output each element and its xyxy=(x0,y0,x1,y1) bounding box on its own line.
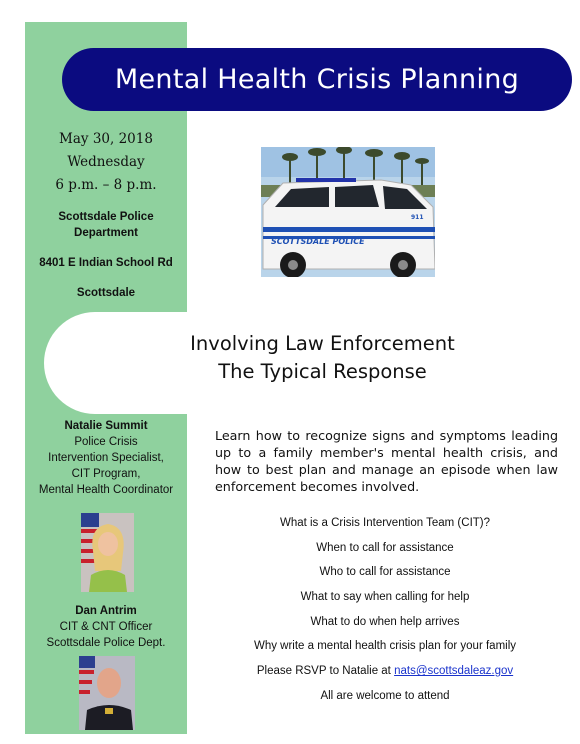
police-car-photo xyxy=(261,147,435,277)
event-time: 6 p.m. – 8 p.m. xyxy=(55,177,157,193)
speaker-title-line: Police Crisis xyxy=(74,436,138,448)
topic-item: What to do when help arrives xyxy=(310,615,460,628)
rsvp-line xyxy=(200,659,570,684)
speaker-title-line: Intervention Specialist, xyxy=(48,452,164,464)
intro-paragraph: Learn how to recognize signs and symptoms leading up to a family member's mental health crisis, and how to best plan and manage an episode when law enforcement becomes involved. xyxy=(215,428,558,494)
event-day: Wednesday xyxy=(67,154,145,170)
event-venue: Scottsdale Police Department xyxy=(58,211,154,239)
topic-item: When to call for assistance xyxy=(316,541,454,554)
speaker-photo-2 xyxy=(79,656,135,730)
headline xyxy=(130,330,515,386)
event-city: Scottsdale xyxy=(76,287,136,299)
headline-line-2: The Typical Response xyxy=(218,360,427,383)
speaker-name: Dan Antrim xyxy=(75,605,137,617)
rsvp-email-link[interactable]: nats@scottsdaleaz.gov xyxy=(394,665,514,678)
speaker-title-line: Scottsdale Police Dept. xyxy=(46,637,166,649)
speaker-title-line: Mental Health Coordinator xyxy=(38,484,174,496)
speaker-card-1 xyxy=(25,418,187,498)
topic-item: Why write a mental health crisis plan for your family xyxy=(253,640,517,653)
event-info xyxy=(25,128,187,299)
rsvp-text: Please RSVP to Natalie at xyxy=(256,665,395,678)
speaker-title-line: CIT & CNT Officer xyxy=(59,621,153,633)
event-address: 8401 E Indian School Rd xyxy=(39,257,173,269)
speaker-title-line: CIT Program, xyxy=(71,468,141,480)
event-date: May 30, 2018 xyxy=(59,131,153,147)
speaker-photo-1 xyxy=(81,513,134,592)
headline-line-1: Involving Law Enforcement xyxy=(190,332,455,355)
page-title: Mental Health Crisis Planning xyxy=(114,64,520,95)
title-banner xyxy=(62,48,572,111)
topic-list xyxy=(200,511,570,709)
topic-item: What to say when calling for help xyxy=(300,591,470,604)
car-door-text: SCOTTSDALE POLICE xyxy=(271,237,365,246)
topic-item: Who to call for assistance xyxy=(319,566,451,579)
topic-item: What is a Crisis Intervention Team (CIT)? xyxy=(279,517,491,529)
speaker-name: Natalie Summit xyxy=(64,420,148,432)
car-unit-number: 911 xyxy=(411,214,424,221)
closing-line: All are welcome to attend xyxy=(320,689,450,702)
speaker-card-2 xyxy=(25,603,187,651)
